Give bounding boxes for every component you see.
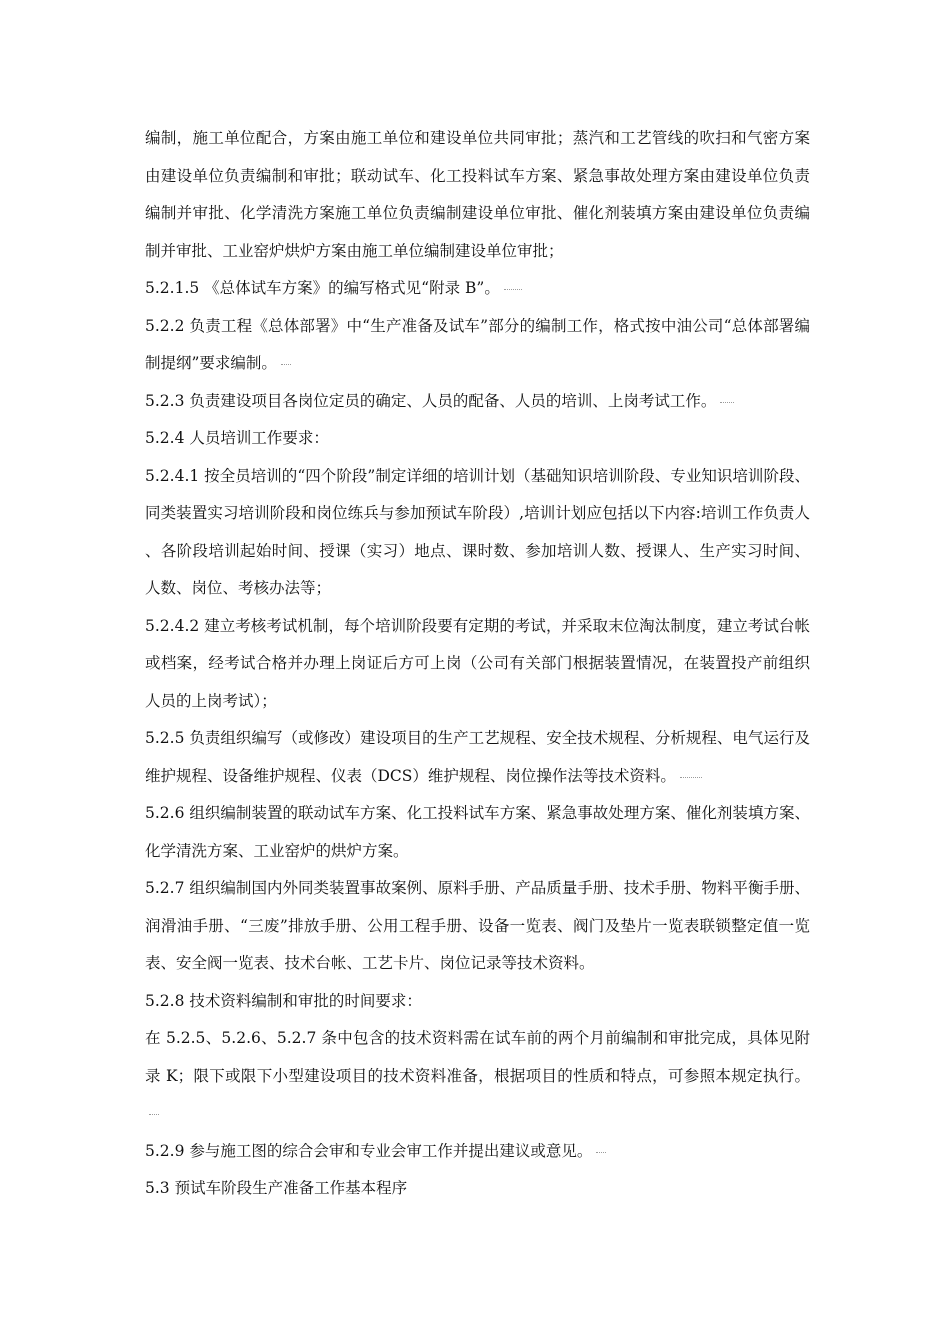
paragraph-5-2-3 [145,383,810,421]
paragraph-5-2-2 [145,308,810,383]
paragraph-5-2-4 [145,420,810,458]
dotted-leader [281,363,291,365]
paragraph-text: 5.2.9 参与施工图的综合会审和专业会审工作并提出建议或意见。 [145,1141,593,1160]
paragraph-text: 编制，施工单位配合，方案由施工单位和建设单位共同审批；蒸汽和工艺管线的吹扫和气密方案由建设单位负责编制和审批；联动试车、化工投料试车方案、紧急事故处理方案由建设单位负责编制并审批、化学清洗方案施工单位负责编制建设单位审批、催化剂装填方案由建设单位负责编制并审批、工业窑炉烘炉方案由施工单位编制建设单位审批； [145,129,810,260]
section-heading: 5.3 预试车阶段生产准备工作基本程序 [145,1179,408,1197]
paragraph-text: 5.2.6 组织编制装置的联动试车方案、化工投料试车方案、紧急事故处理方案、催化剂装填方案、化学清洗方案、工业窑炉的烘炉方案。 [145,804,810,860]
paragraph-text: 5.2.4.1 按全员培训的“四个阶段”制定详细的培训计划（基础知识培训阶段、专业知识培训阶段、同类装置实习培训阶段和岗位练兵与参加预试车阶段）,培训计划应包括以下内容:培训工作负责人、各阶段培训起始时间、授课（实习）地点、课时数、参加培训人数、授课人、生产实习时间、人数、岗位、考核办法等； [145,466,810,597]
dotted-leader [680,776,702,778]
paragraph-text: 5.2.5 负责组织编写（或修改）建设项目的生产工艺规程、安全技术规程、分析规程、电气运行及维护规程、设备维护规程、仪表（DCS）维护规程、岗位操作法等技术资料。 [145,729,810,785]
paragraph-text: 5.2.7 组织编制国内外同类装置事故案例、原料手册、产品质量手册、技术手册、物料平衡手册、润滑油手册、“三废”排放手册、公用工程手册、设备一览表、阀门及垫片一览表联锁整定值一览表、安全阀一览表、技术台帐、工艺卡片、岗位记录等技术资料。 [145,879,810,972]
dotted-leader [596,1151,606,1153]
paragraph-5-2-4-1 [145,458,810,608]
paragraph-text: 5.2.3 负责建设项目各岗位定员的确定、人员的配备、人员的培训、上岗考试工作。 [145,391,717,410]
heading-5-3 [145,1170,810,1208]
dotted-leader [149,1113,159,1115]
paragraph-5-2-1-5 [145,270,810,308]
paragraph-5-2-4-2 [145,608,810,721]
paragraph-5-2-9 [145,1133,810,1171]
paragraph-5-2-6 [145,795,810,870]
document-body [145,120,810,1208]
paragraph-1 [145,120,810,270]
paragraph-text: 5.2.8 技术资料编制和审批的时间要求： [145,991,422,1010]
paragraph-text: 5.2.1.5 《总体试车方案》的编写格式见“附录 B”。 [145,279,500,297]
dotted-leader [504,288,522,290]
paragraph-5-2-5 [145,720,810,795]
paragraph-5-2-7 [145,870,810,983]
paragraph-text: 在 5.2.5、5.2.6、5.2.7 条中包含的技术资料需在试车前的两个月前编制和审批完成，具体见附录 K；限下或限下小型建设项目的技术资料准备，根据项目的性质和特点，可参照本规定执行。 [145,1029,810,1085]
paragraph-5-2-8 [145,983,810,1021]
paragraph-5-2-8-detail [145,1020,810,1133]
paragraph-text: 5.2.2 负责工程《总体部署》中“生产准备及试车”部分的编制工作，格式按中油公司“总体部署编制提纲”要求编制。 [145,316,810,372]
paragraph-text: 5.2.4.2 建立考核考试机制，每个培训阶段要有定期的考试，并采取末位淘汰制度，建立考试台帐或档案，经考试合格并办理上岗证后方可上岗（公司有关部门根据装置情况，在装置投产前组织人员的上岗考试）； [145,616,810,710]
dotted-leader [720,401,734,403]
paragraph-text: 5.2.4 人员培训工作要求： [145,429,329,447]
